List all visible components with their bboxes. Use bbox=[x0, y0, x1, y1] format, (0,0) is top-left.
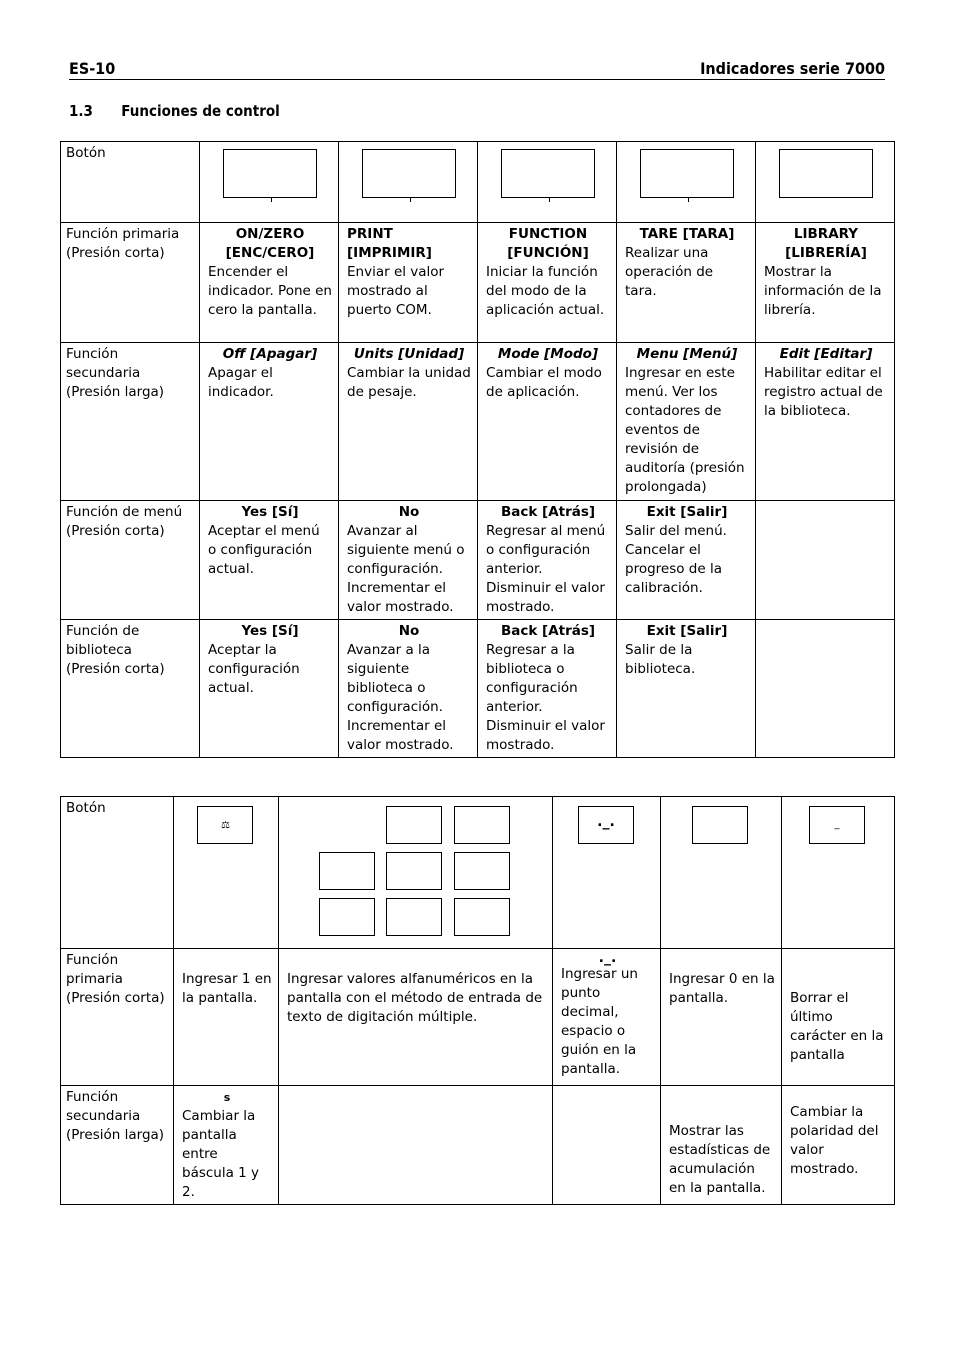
on-zero-key bbox=[200, 142, 339, 223]
tare-primary: TARE [TARA] Realizar una operación de tara. bbox=[617, 223, 756, 343]
library-library bbox=[756, 620, 895, 758]
document-title: Indicadores serie 7000 bbox=[700, 59, 885, 78]
print-library: No Avanzar a la siguiente biblioteca o configuración. Incrementar el valor mostrado. bbox=[339, 620, 478, 758]
button-row bbox=[61, 142, 895, 223]
section-number: 1.3 bbox=[69, 102, 93, 120]
zero-key-icon bbox=[692, 806, 748, 844]
clear-secondary: Cambiar la polaridad del valor mostrado. bbox=[782, 1086, 895, 1205]
control-functions-table bbox=[60, 141, 895, 758]
on-zero-primary: ON/ZERO [ENC/CERO] Encender el indicador. Pone en cero la pantalla. bbox=[200, 223, 339, 343]
zero-secondary: Mostrar las estadísticas de acumulación en la pantalla. bbox=[661, 1086, 782, 1205]
clear-key-icon: _ bbox=[809, 806, 865, 844]
row-header-primary: Función primaria (Presión corta) bbox=[61, 223, 200, 343]
row-header-library: Función de biblioteca (Presión corta) bbox=[61, 620, 200, 758]
decimal-glyph: ._. bbox=[598, 950, 617, 966]
function-key bbox=[478, 142, 617, 223]
scale-secondary: s Cambiar la pantalla entre báscula 1 y 2. bbox=[174, 1086, 279, 1205]
scale-secondary-glyph: s bbox=[223, 1091, 231, 1104]
tare-library: Exit [Salir] Salir de la biblioteca. bbox=[617, 620, 756, 758]
zero-primary: Ingresar 0 en la pantalla. bbox=[661, 949, 782, 1086]
row-header-primary-2: Función primaria (Presión corta) bbox=[61, 949, 174, 1086]
library-menu bbox=[756, 501, 895, 620]
row-header-button-2: Botón bbox=[61, 797, 174, 949]
section-heading bbox=[69, 102, 280, 120]
scale-primary: Ingresar 1 en la pantalla. bbox=[174, 949, 279, 1086]
library-key bbox=[756, 142, 895, 223]
decimal-primary: ._. Ingresar un punto decimal, espacio o guión en la pantalla. bbox=[553, 949, 661, 1086]
keypad-primary-row bbox=[61, 949, 895, 1086]
on-zero-secondary: Off [Apagar] Apagar el indicador. bbox=[200, 343, 339, 501]
decimal-point-icon: ._. bbox=[578, 806, 634, 844]
decimal-key bbox=[553, 797, 661, 949]
print-key bbox=[339, 142, 478, 223]
decimal-secondary bbox=[553, 1086, 661, 1205]
menu-function-row bbox=[61, 501, 895, 620]
page-header bbox=[69, 59, 885, 80]
function-menu: Back [Atrás] Regresar al menú o configuración anterior. Disminuir el valor mostrado. bbox=[478, 501, 617, 620]
keypad-key bbox=[386, 898, 442, 936]
primary-function-row bbox=[61, 223, 895, 343]
keypad-secondary bbox=[279, 1086, 553, 1205]
zero-key bbox=[661, 797, 782, 949]
print-menu: No Avanzar al siguiente menú o configuración. Incrementar el valor mostrado. bbox=[339, 501, 478, 620]
row-header-secondary: Función secundaria (Presión larga) bbox=[61, 343, 200, 501]
keypad-secondary-row bbox=[61, 1086, 895, 1205]
keypad-key bbox=[454, 898, 510, 936]
alphanumeric-keypad bbox=[279, 797, 553, 949]
page-number: ES-10 bbox=[69, 59, 116, 78]
on-zero-menu: Yes [Sí] Aceptar el menú o configuración actual. bbox=[200, 501, 339, 620]
tare-secondary: Menu [Menú] Ingresar en este menú. Ver los contadores de eventos de revisión de auditoría (presión prolongada) bbox=[617, 343, 756, 501]
keypad-key bbox=[319, 852, 375, 890]
library-secondary: Edit [Editar] Habilitar editar el registro actual de la biblioteca. bbox=[756, 343, 895, 501]
row-header-menu: Función de menú (Presión corta) bbox=[61, 501, 200, 620]
on-zero-library: Yes [Sí] Aceptar la configuración actual. bbox=[200, 620, 339, 758]
scale-key bbox=[174, 797, 279, 949]
library-function-row bbox=[61, 620, 895, 758]
keypad-key bbox=[454, 852, 510, 890]
library-primary: LIBRARY [LIBRERÍA] Mostrar la información de la librería. bbox=[756, 223, 895, 343]
row-header-button: Botón bbox=[61, 142, 200, 223]
secondary-function-row bbox=[61, 343, 895, 501]
tare-menu: Exit [Salir] Salir del menú. Cancelar el progreso de la calibración. bbox=[617, 501, 756, 620]
keypad-key bbox=[386, 806, 442, 844]
section-title: Funciones de control bbox=[121, 102, 280, 120]
print-primary: PRINT [IMPRIMIR] Enviar el valor mostrado al puerto COM. bbox=[339, 223, 478, 343]
keypad-key bbox=[454, 806, 510, 844]
keypad-primary: Ingresar valores alfanuméricos en la pantalla con el método de entrada de texto de digitación múltiple. bbox=[279, 949, 553, 1086]
keypad-functions-table bbox=[60, 796, 895, 1205]
function-secondary: Mode [Modo] Cambiar el modo de aplicación. bbox=[478, 343, 617, 501]
print-secondary: Units [Unidad] Cambiar la unidad de pesaje. bbox=[339, 343, 478, 501]
tare-key bbox=[617, 142, 756, 223]
row-header-secondary-2: Función secundaria (Presión larga) bbox=[61, 1086, 174, 1205]
clear-primary: Borrar el último carácter en la pantalla bbox=[782, 949, 895, 1086]
keypad-button-row bbox=[61, 797, 895, 949]
function-library: Back [Atrás] Regresar a la biblioteca o configuración anterior. Disminuir el valor mostrado. bbox=[478, 620, 617, 758]
scale-icon: ⚖ bbox=[197, 806, 253, 844]
keypad-key bbox=[319, 898, 375, 936]
keypad-key bbox=[386, 852, 442, 890]
function-primary: FUNCTION [FUNCIÓN] Iniciar la función del modo de la aplicación actual. bbox=[478, 223, 617, 343]
clear-key bbox=[782, 797, 895, 949]
